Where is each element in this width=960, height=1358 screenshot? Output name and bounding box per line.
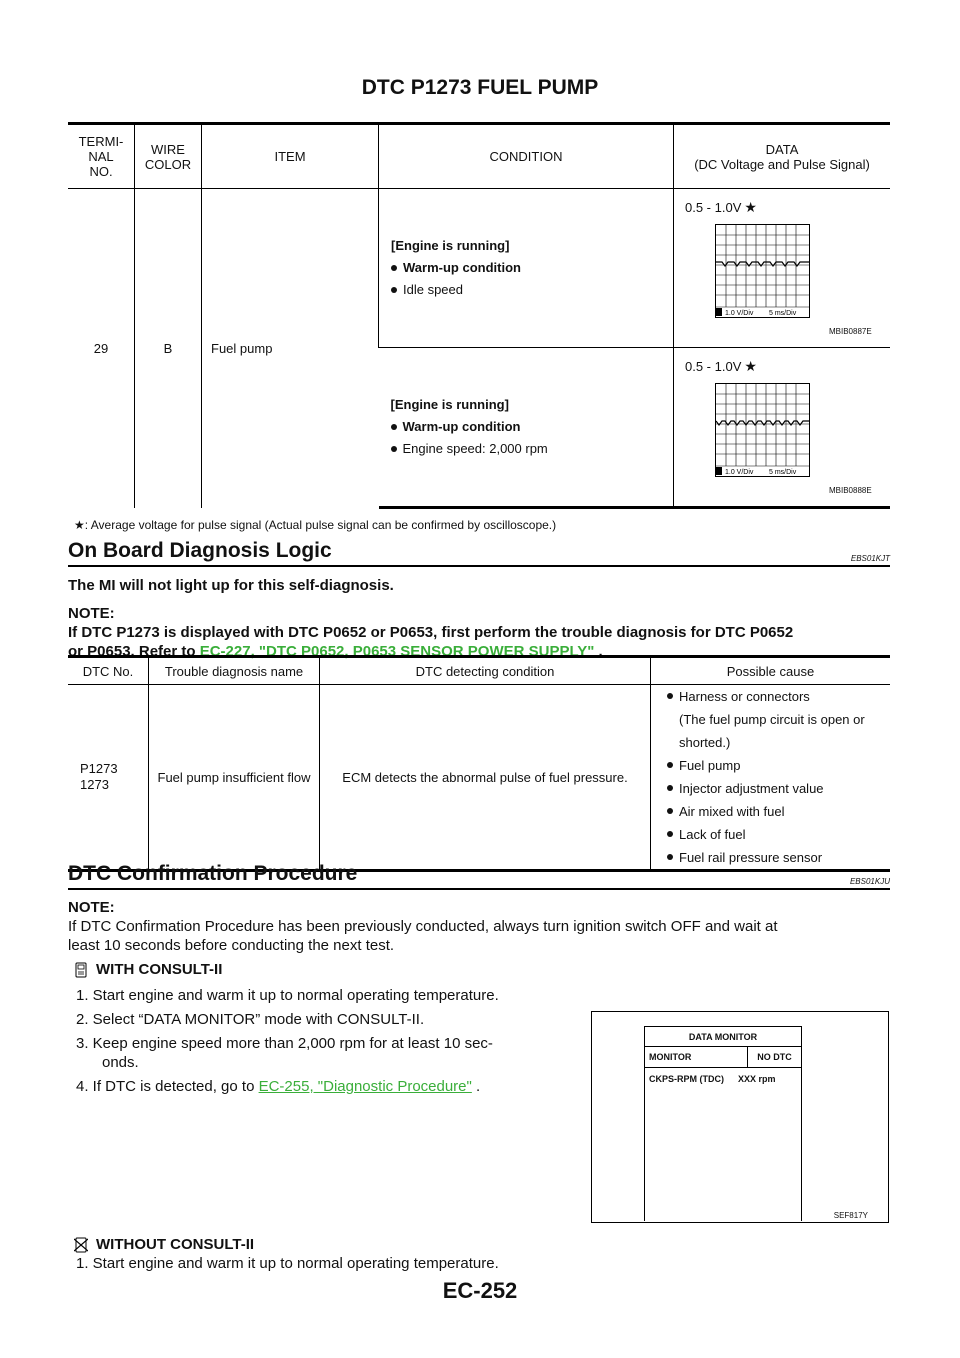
bullet-icon	[667, 693, 673, 699]
note-text: If DTC Confirmation Procedure has been previously conducted, always turn ignition switch OFF and wait at	[68, 918, 778, 935]
no-consult-tool-icon	[74, 1237, 88, 1253]
data-row-2	[674, 348, 891, 508]
step-4: 4. If DTC is detected, go to EC-255, "Diagnostic Procedure" .	[76, 1078, 481, 1095]
header-possible-cause: Possible cause	[651, 657, 891, 685]
cause-item: Injector adjustment value	[667, 777, 890, 800]
star-icon: ★	[744, 358, 757, 374]
svg-text:1.0 V/Div: 1.0 V/Div	[725, 469, 754, 476]
step-3: 3. Keep engine speed more than 2,000 rpm for at least 10 sec-	[76, 1035, 493, 1052]
section-heading: On Board Diagnosis Logic	[68, 539, 332, 562]
item-name: Fuel pump	[202, 189, 379, 508]
step-2: 2. Select “DATA MONITOR” mode with CONSULT-II.	[76, 1011, 425, 1028]
star-icon: ★	[74, 518, 85, 532]
svg-text:5 ms/Div: 5 ms/Div	[769, 310, 797, 317]
cause-item: Harness or connectors (The fuel pump circuit is open or shorted.)	[667, 685, 890, 754]
condition-row-2	[379, 348, 674, 508]
note-text: least 10 seconds before conducting the next test.	[68, 937, 395, 954]
step-1: 1. Start engine and warm it up to normal operating temperature.	[76, 987, 499, 1004]
header-item: ITEM	[202, 124, 379, 189]
section-divider	[68, 888, 890, 890]
monitor-value-row: CKPS-RPM (TDC) XXX rpm	[649, 1074, 776, 1084]
bullet-icon	[391, 424, 397, 430]
condition-heading: [Engine is running]	[390, 397, 509, 412]
page-number: EC-252	[442, 1278, 518, 1303]
bullet-icon	[667, 808, 673, 814]
waveform-graphic	[716, 384, 809, 476]
monitor-title: DATA MONITOR	[645, 1027, 801, 1047]
section-code: EBS01KJT	[850, 554, 890, 563]
data-monitor-figure	[591, 1011, 889, 1223]
ref-link-sensor-power-supply[interactable]: EC-227, "DTC P0652, P0653 SENSOR POWER SUPPLY"	[199, 643, 595, 660]
mi-statement: The MI will not light up for this self-diagnosis.	[68, 577, 394, 594]
confirmation-section	[68, 862, 890, 955]
bullet-icon	[391, 287, 397, 293]
svg-text:5 ms/Div: 5 ms/Div	[769, 469, 797, 476]
ref-link-diagnostic-procedure[interactable]: EC-255, "Diagnostic Procedure"	[258, 1078, 472, 1095]
note-label: NOTE:	[68, 899, 115, 916]
section-divider	[68, 565, 890, 567]
figure-code: MBIB0887E	[829, 327, 872, 336]
star-icon: ★	[744, 199, 757, 215]
bullet-icon	[391, 446, 397, 452]
condition-bullet: Warm-up condition	[391, 257, 673, 279]
header-terminal-no: TERMI- NAL NO.	[68, 124, 135, 189]
header-wire-color: WIRE COLOR	[135, 124, 202, 189]
oscilloscope-waveform	[715, 224, 810, 318]
consult-tool-icon	[74, 962, 88, 978]
obd-logic-section	[68, 539, 890, 661]
dtc-number: P1273 1273	[68, 685, 149, 871]
without-step-1: 1. Start engine and warm it up to normal operating temperature.	[76, 1255, 499, 1272]
condition-row-1	[379, 189, 674, 348]
header-dtc-no: DTC No.	[68, 657, 149, 685]
condition-bullet: Idle speed	[391, 279, 673, 301]
header-diagnosis-name: Trouble diagnosis name	[149, 657, 320, 685]
possible-causes	[651, 685, 891, 871]
monitor-header-row: MONITOR NO DTC	[645, 1047, 801, 1068]
bullet-icon	[667, 831, 673, 837]
bullet-icon	[391, 265, 397, 271]
data-row-1	[674, 189, 891, 348]
header-condition: CONDITION	[379, 124, 674, 189]
voltage-value: 0.5 - 1.0V	[685, 359, 742, 374]
terminal-data-table	[68, 122, 890, 509]
condition-bullet: Engine speed: 2,000 rpm	[391, 438, 674, 460]
bullet-icon	[667, 854, 673, 860]
cause-item: Lack of fuel	[667, 823, 890, 846]
page-title: DTC P1273 FUEL PUMP	[361, 76, 599, 99]
note-label: NOTE:	[68, 605, 115, 622]
cause-item: Air mixed with fuel	[667, 800, 890, 823]
oscilloscope-waveform	[715, 383, 810, 477]
dtc-table	[68, 655, 890, 872]
diagnosis-name: Fuel pump insufficient flow	[149, 685, 320, 871]
note-text: or P0653. Refer to EC-227, "DTC P0652, P0653 SENSOR POWER SUPPLY" .	[68, 643, 603, 660]
without-consult-heading: WITHOUT CONSULT-II	[74, 1235, 254, 1254]
section-heading: DTC Confirmation Procedure	[68, 862, 358, 885]
step-3-cont: onds.	[102, 1054, 139, 1071]
cause-item: Fuel rail pressure sensor	[667, 846, 890, 869]
bullet-icon	[667, 785, 673, 791]
condition-heading: [Engine is running]	[391, 238, 510, 253]
header-detecting-condition: DTC detecting condition	[320, 657, 651, 685]
svg-text:1.0 V/Div: 1.0 V/Div	[725, 310, 754, 317]
detecting-condition: ECM detects the abnormal pulse of fuel pressure.	[320, 685, 651, 871]
waveform-graphic	[716, 225, 809, 317]
wire-color: B	[135, 189, 202, 508]
voltage-value: 0.5 - 1.0V	[685, 200, 742, 215]
section-code: EBS01KJU	[849, 877, 890, 886]
condition-bullet: Warm-up condition	[391, 416, 674, 438]
terminal-number: 29	[93, 340, 109, 356]
figure-code: MBIB0888E	[829, 486, 872, 495]
data-monitor-screen	[644, 1026, 802, 1221]
cause-item: Fuel pump	[667, 754, 890, 777]
figure-code: SEF817Y	[833, 1211, 868, 1220]
bullet-icon	[667, 762, 673, 768]
with-consult-heading: WITH CONSULT-II	[74, 960, 222, 979]
note-text: If DTC P1273 is displayed with DTC P0652 or P0653, first perform the trouble diagnosis for DTC P0652	[68, 624, 794, 641]
header-data: DATA (DC Voltage and Pulse Signal)	[674, 124, 891, 189]
average-voltage-note: ★: Average voltage for pulse signal (Actual pulse signal can be confirmed by oscilloscope.)	[74, 518, 557, 532]
